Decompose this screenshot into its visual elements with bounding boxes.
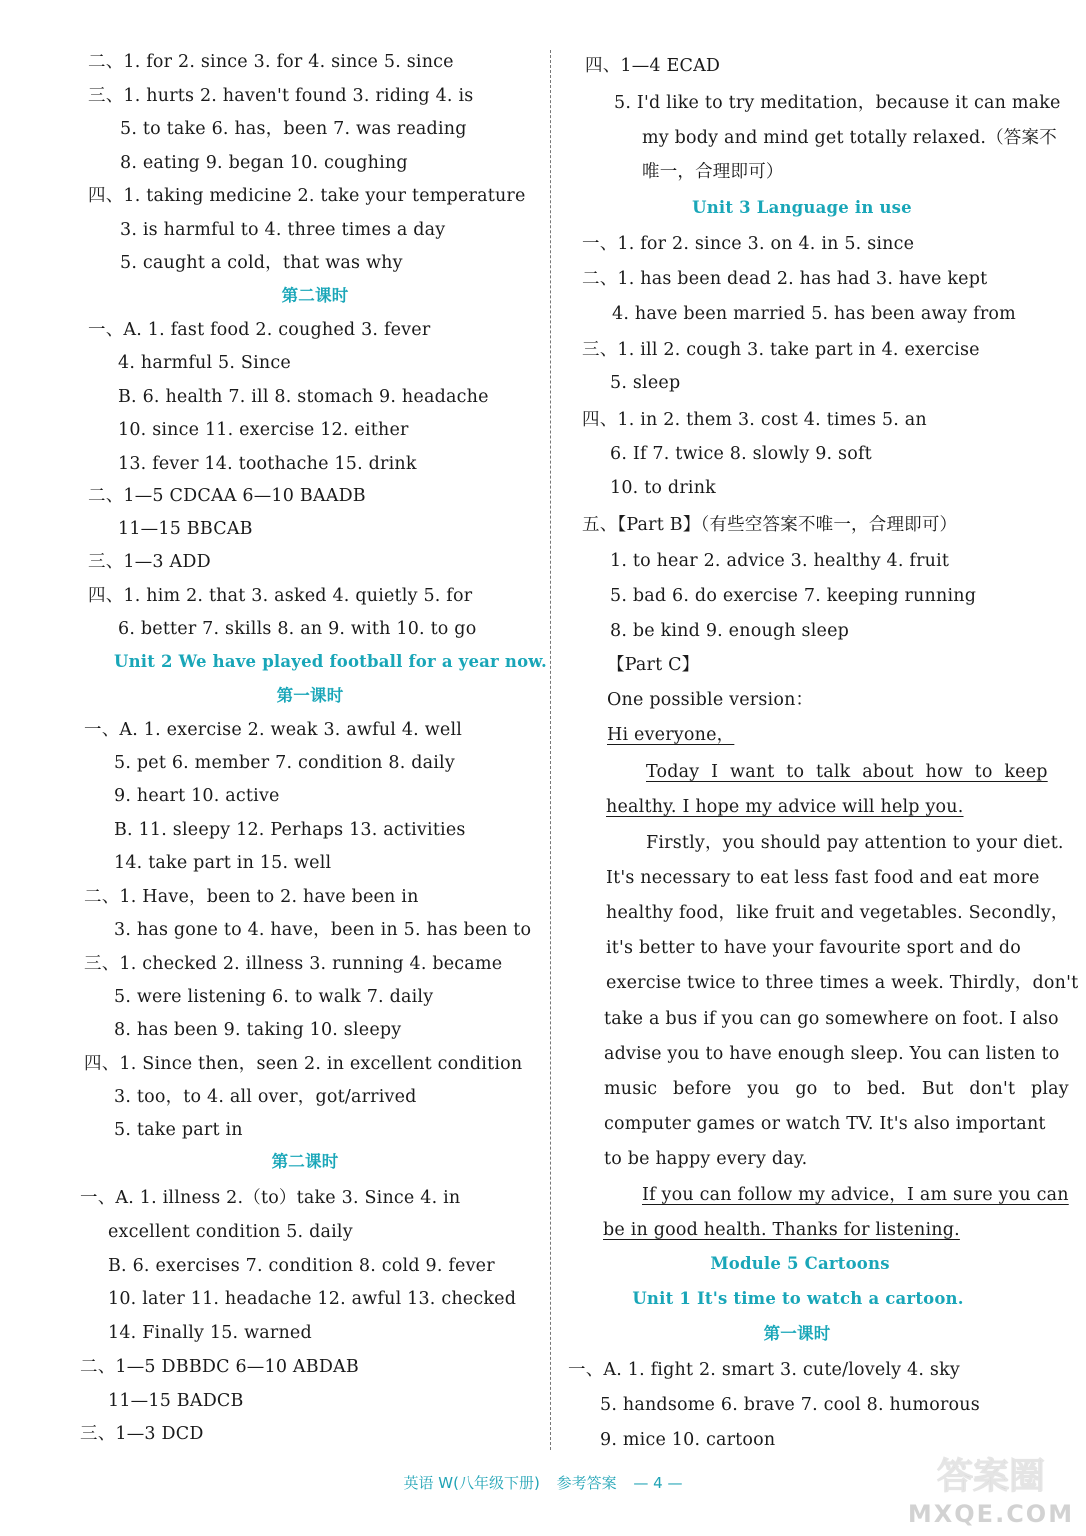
answer-line: 5. to take 6. has，been 7. was reading [120, 119, 467, 139]
answer-line: 四、1—4 ECAD [585, 56, 721, 76]
answer-line: 4. harmful 5. Since [118, 353, 291, 373]
answer-line: 二、1—5 DBBDC 6—10 ABDAB [80, 1357, 359, 1377]
answer-line: 唯一，合理即可） [642, 162, 784, 182]
answer-line: 6. better 7. skills 8. an 9. with 10. to go [118, 619, 477, 639]
answer-line: 3. too，to 4. all over，got/arrived [114, 1087, 417, 1107]
answer-line: 10. later 11. headache 12. awful 13. checked [108, 1289, 517, 1309]
answer-line: 5. were listening 6. to walk 7. daily [114, 987, 434, 1007]
essay-intro: One possible version： [607, 690, 814, 710]
essay-line: Firstly，you should pay attention to your diet. [646, 833, 1064, 853]
part-label: 【Part C】 [607, 655, 700, 675]
lesson-heading: 第二课时 [281, 286, 349, 305]
answer-line: B. 6. health 7. ill 8. stomach 9. headache [118, 387, 489, 407]
essay-line: advise you to have enough sleep. You can listen to [604, 1044, 1060, 1064]
essay-line: take a bus if you can go somewhere on foot. I also [604, 1009, 1059, 1029]
column-divider [550, 50, 551, 1450]
essay-line: healthy food，like fruit and vegetables. Secondly， [606, 903, 1069, 923]
page-number: — 4 — [633, 1474, 683, 1492]
footer-section: 参考答案 [556, 1474, 617, 1492]
answer-line: 三、1. hurts 2. haven't found 3. riding 4. is [88, 86, 474, 106]
essay-line: be in good health. Thanks for listening. [603, 1220, 960, 1240]
lesson-heading: 第一课时 [276, 686, 344, 705]
answer-line: 9. heart 10. active [114, 786, 280, 806]
essay-line: it's better to have your favourite sport and do [606, 938, 1021, 958]
answer-line: B. 6. exercises 7. condition 8. cold 9. fever [108, 1256, 495, 1276]
unit-heading: Unit 2 We have played football for a year now. [114, 652, 547, 671]
answer-line: 14. take part in 15. well [114, 853, 332, 873]
answer-line: 5. bad 6. do exercise 7. keeping running [610, 586, 977, 606]
answer-line: 3. has gone to 4. have，been in 5. has been to [114, 920, 532, 940]
answer-line: 四、1. in 2. them 3. cost 4. times 5. an [582, 410, 927, 430]
answer-line: 三、1. checked 2. illness 3. running 4. became [84, 954, 503, 974]
answer-line: 6. If 7. twice 8. slowly 9. soft [610, 444, 872, 464]
answer-line: 三、1—3 ADD [88, 552, 211, 572]
answer-line: 一、A. 1. fast food 2. coughed 3. fever [88, 320, 431, 340]
watermark-chars: 答案圈 [936, 1456, 1046, 1497]
answer-line: 5. caught a cold，that was why [120, 253, 403, 273]
answer-line: 14. Finally 15. warned [108, 1323, 312, 1343]
answer-line: 四、1. Since then，seen 2. in excellent condition [84, 1054, 523, 1074]
answer-line: 10. since 11. exercise 12. either [118, 420, 409, 440]
answer-line: 3. is harmful to 4. three times a day [120, 220, 446, 240]
answer-line: 五、【Part B】（有些空答案不唯一，合理即可） [582, 515, 958, 535]
module-heading: Module 5 Cartoons [710, 1254, 890, 1273]
answer-line: 四、1. taking medicine 2. take your temperature [88, 186, 526, 206]
watermark-logo [902, 1448, 1080, 1530]
footer-subject: 英语 W(八年级下册) [403, 1474, 540, 1492]
answer-line: 11—15 BBCAB [118, 519, 253, 539]
essay-line: It's necessary to eat less fast food and eat more [606, 868, 1040, 888]
answer-line: 四、1. him 2. that 3. asked 4. quietly 5. for [88, 586, 473, 606]
lesson-heading: 第一课时 [763, 1324, 831, 1343]
essay-line: to be happy every day. [604, 1149, 808, 1169]
answer-line: 5. I'd like to try meditation，because it can make [614, 93, 1061, 113]
answer-line: 二、1. Have，been to 2. have been in [84, 887, 419, 907]
answer-line: 1. to hear 2. advice 3. healthy 4. fruit [610, 551, 950, 571]
unit-heading: Unit 1 It's time to watch a cartoon. [632, 1289, 964, 1308]
answer-line: excellent condition 5. daily [108, 1222, 353, 1242]
answer-line: my body and mind get totally relaxed.（答案不 [642, 128, 1057, 148]
watermark-site: MXQE.COM [907, 1500, 1075, 1528]
answer-line: 9. mice 10. cartoon [600, 1430, 776, 1450]
answer-line: 三、1—3 DCD [80, 1424, 204, 1444]
lesson-heading: 第二课时 [271, 1152, 339, 1171]
essay-line: If you can follow my advice，I am sure you can [642, 1185, 1069, 1205]
essay-line: Hi everyone， [607, 725, 735, 745]
essay-line: music before you go to bed. But don't play [604, 1079, 1069, 1099]
answer-line: 5. pet 6. member 7. condition 8. daily [114, 753, 455, 773]
unit-heading: Unit 3 Language in use [692, 198, 912, 217]
answer-line: 4. have been married 5. has been away from [612, 304, 1016, 324]
answer-line: 13. fever 14. toothache 15. drink [118, 454, 417, 474]
answer-line: 10. to drink [610, 478, 716, 498]
answer-line: 一、A. 1. fight 2. smart 3. cute/lovely 4. sky [568, 1360, 960, 1380]
answer-line: 一、A. 1. illness 2.（to）take 3. Since 4. in [80, 1188, 461, 1208]
answer-line: 二、1. has been dead 2. has had 3. have kept [582, 269, 988, 289]
essay-line: exercise twice to three times a week. Thirdly，don't [606, 973, 1079, 993]
answer-line: B. 11. sleepy 12. Perhaps 13. activities [114, 820, 466, 840]
answer-line: 5. take part in [114, 1120, 243, 1140]
answer-line: 二、1—5 CDCAA 6—10 BAADB [88, 486, 366, 506]
answer-line: 5. sleep [610, 373, 681, 393]
answer-line: 二、1. for 2. since 3. for 4. since 5. since [88, 52, 454, 72]
answer-line: 一、1. for 2. since 3. on 4. in 5. since [582, 234, 915, 254]
answer-line: 一、A. 1. exercise 2. weak 3. awful 4. well [84, 720, 463, 740]
answer-line: 5. handsome 6. brave 7. cool 8. humorous [600, 1395, 980, 1415]
answer-line: 11—15 BADCB [108, 1391, 244, 1411]
answer-line: 8. has been 9. taking 10. sleepy [114, 1020, 402, 1040]
answer-line: 8. eating 9. began 10. coughing [120, 153, 408, 173]
essay-line: computer games or watch TV. It's also important [604, 1114, 1046, 1134]
answer-line: 三、1. ill 2. cough 3. take part in 4. exercise [582, 340, 980, 360]
answer-line: 8. be kind 9. enough sleep [610, 621, 850, 641]
essay-line: Today I want to talk about how to keep [646, 762, 1048, 782]
essay-line: healthy. I hope my advice will help you. [606, 797, 964, 817]
